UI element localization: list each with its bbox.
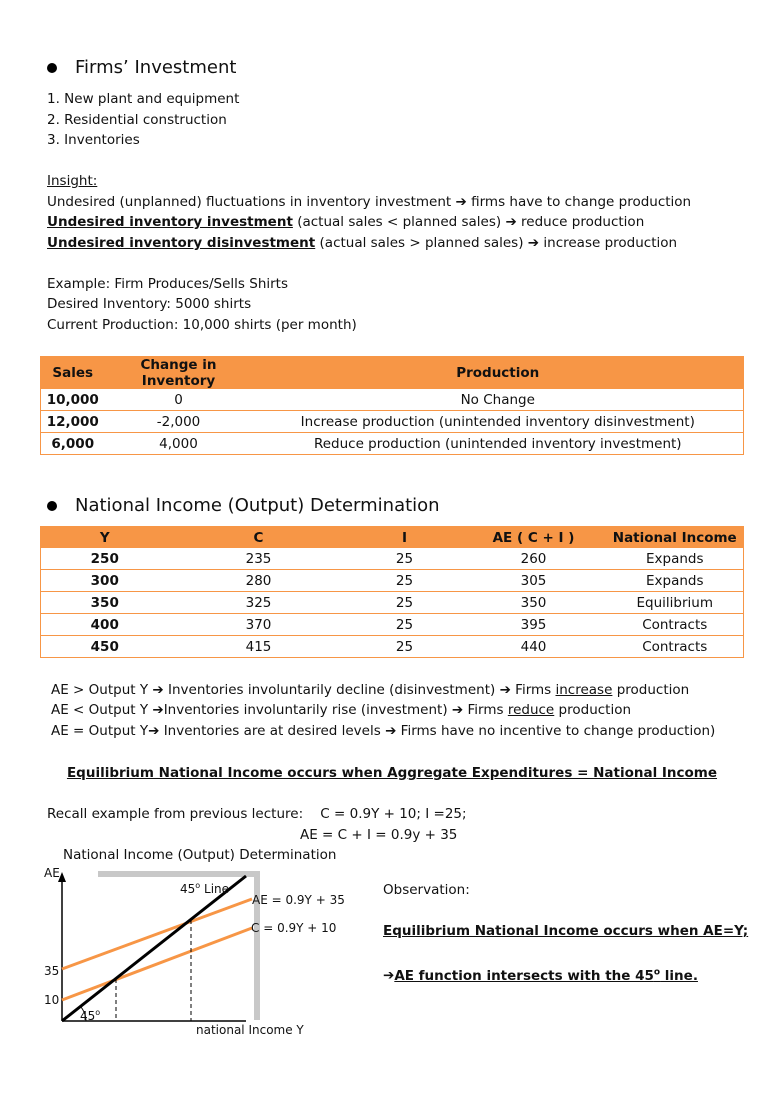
- ae-line-label: AE = 0.9Y + 35: [252, 893, 345, 907]
- list-item: 2. Residential construction: [47, 112, 227, 128]
- example-line: Current Production: 10,000 shirts (per month): [47, 317, 357, 333]
- national-income-table: [40, 526, 744, 658]
- table-header: I: [349, 527, 461, 549]
- table-row: 250 235 25 260 Expands: [41, 548, 744, 570]
- table-header: Change in Inventory: [105, 357, 253, 390]
- angle-label: 45$^o$: [80, 1008, 101, 1023]
- ae-line: [62, 899, 252, 969]
- recall-line: AE = C + I = 0.9y + 35: [300, 827, 458, 843]
- list-item: 3. Inventories: [47, 132, 140, 148]
- y-axis-label: AE: [44, 866, 60, 880]
- rule-line: AE > Output Y ➔ Inventories involuntarily decline (disinvestment) ➔ Firms increase production: [51, 682, 690, 698]
- equilibrium-statement: Equilibrium National Income occurs when Aggregate Expenditures = National Income: [66, 765, 718, 781]
- observation-label: Observation:: [383, 882, 470, 898]
- recall-line: Recall example from previous lecture: C = 0.9Y + 10; I =25;: [47, 806, 467, 822]
- section-heading-firms: Firms’ Investment: [75, 57, 237, 78]
- arrow-right-icon: ➔: [527, 235, 540, 251]
- table-row: 6,000 4,000 Reduce production (unintended inventory investment): [41, 433, 744, 455]
- insight-line: Undesired (unplanned) fluctuations in inventory investment ➔ firms have to change production: [47, 194, 692, 210]
- arrow-right-icon: ➔: [451, 702, 464, 718]
- graph-title: National Income (Output) Determination: [63, 847, 337, 863]
- bullet-icon: [47, 63, 57, 73]
- observation-line: Equilibrium National Income occurs when AE=Y;: [383, 923, 749, 939]
- arrow-right-icon: ➔: [455, 194, 467, 210]
- bullet-icon: [47, 501, 57, 511]
- table-header-row: [41, 527, 744, 549]
- rule-line: AE = Output Y➔ Inventories are at desired levels ➔ Firms have no incentive to change production): [51, 723, 716, 739]
- insight-label: Insight:: [47, 173, 98, 189]
- table-row: 12,000 -2,000 Increase production (unintended inventory disinvestment): [41, 411, 744, 433]
- example-line: Example: Firm Produces/Sells Shirts: [47, 276, 289, 292]
- arrow-right-icon: ➔: [148, 723, 160, 739]
- table-row: 450 415 25 440 Contracts: [41, 636, 744, 658]
- arrow-right-icon: ➔: [152, 702, 164, 718]
- table-header-row: [41, 357, 744, 390]
- table-row: 400 370 25 395 Contracts: [41, 614, 744, 636]
- arrow-right-icon: ➔: [383, 967, 395, 984]
- line45-label: 45$^o$ Line: [180, 881, 230, 896]
- table-header: National Income: [607, 527, 744, 549]
- table-row: 10,000 0 No Change: [41, 389, 744, 411]
- table-header: AE ( C + I ): [461, 527, 607, 549]
- tick-label-10: 10: [44, 993, 60, 1007]
- insight-line: Undesired inventory disinvestment (actual sales > planned sales) ➔ increase production: [47, 235, 678, 251]
- tick-label-35: 35: [44, 964, 60, 978]
- rule-line: AE < Output Y ➔Inventories involuntarily rise (investment) ➔ Firms reduce production: [51, 702, 632, 718]
- x-axis-label: national Income Y: [196, 1023, 304, 1037]
- arrow-right-icon: ➔: [152, 682, 164, 698]
- arrow-right-icon: ➔: [499, 682, 511, 698]
- table-header: C: [169, 527, 349, 549]
- c-line-label: C = 0.9Y + 10: [251, 921, 337, 935]
- list-item: 1. New plant and equipment: [47, 91, 240, 107]
- table-header: Sales: [41, 357, 105, 390]
- example-line: Desired Inventory: 5000 shirts: [47, 296, 252, 312]
- section-heading-national: National Income (Output) Determination: [75, 495, 440, 516]
- inventory-table: [40, 356, 744, 455]
- insight-line: Undesired inventory investment (actual sales < planned sales) ➔ reduce production: [47, 214, 645, 230]
- arrow-right-icon: ➔: [385, 723, 397, 739]
- table-row: 350 325 25 350 Equilibrium: [41, 592, 744, 614]
- arrow-right-icon: ➔: [505, 214, 517, 230]
- table-row: 300 280 25 305 Expands: [41, 570, 744, 592]
- table-header: Y: [41, 527, 169, 549]
- c-line: [62, 928, 252, 1000]
- table-header: Production: [253, 357, 744, 390]
- observation-line: ➔AE function intersects with the 45$^o$ line.: [383, 967, 698, 984]
